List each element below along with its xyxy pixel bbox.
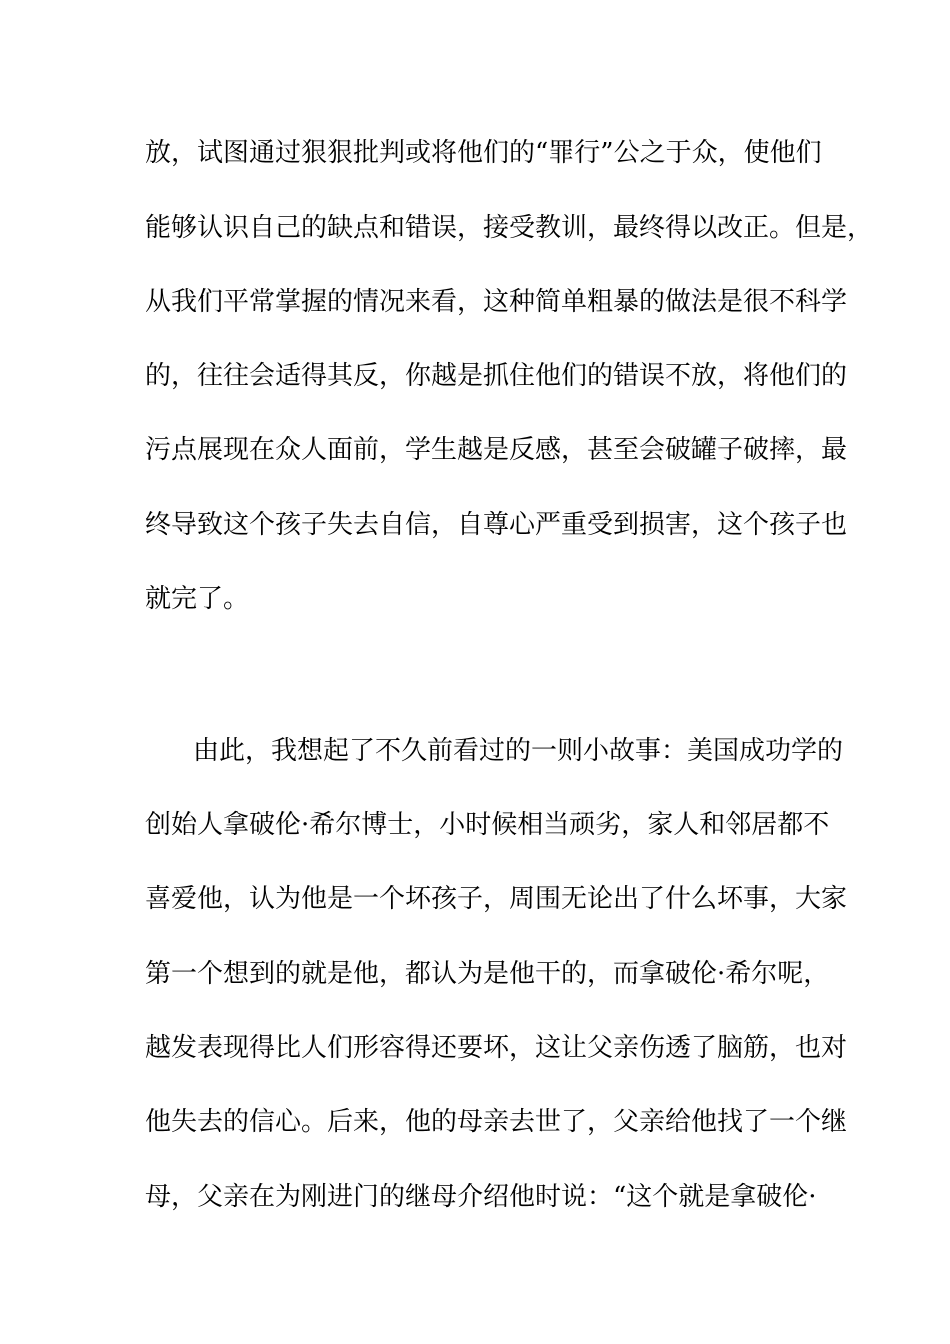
text-line: 就完了。 — [145, 584, 250, 614]
text-line: 喜爱他，认为他是一个坏孩子，周围无论出了什么坏事，大家 — [145, 884, 848, 914]
text-line: 创始人拿破伦·希尔博士，小时候相当顽劣，家人和邻居都不 — [145, 810, 830, 840]
text-line: 能够认识自己的缺点和错误，接受教训，最终得以改正。但是， — [145, 213, 874, 243]
text-line: 从我们平常掌握的情况来看，这种简单粗暴的做法是很不科学 — [145, 287, 848, 317]
text-line: 他失去的信心。后来，他的母亲去世了，父亲给他找了一个继 — [145, 1107, 848, 1137]
text-line: 的，往往会适得其反，你越是抓住他们的错误不放，将他们的 — [145, 361, 848, 391]
text-line: 由此，我想起了不久前看过的一则小故事：美国成功学的 — [193, 736, 844, 766]
text-line: 越发表现得比人们形容得还要坏，这让父亲伤透了脑筋，也对 — [145, 1033, 848, 1063]
text-line: 放，试图通过狠狠批判或将他们的“罪行”公之于众，使他们 — [145, 138, 822, 168]
text-line: 污点展现在众人面前，学生越是反感，甚至会破罐子破摔，最 — [145, 435, 848, 465]
text-line: 母，父亲在为刚进门的继母介绍他时说：“这个就是拿破伦· — [145, 1182, 817, 1212]
text-line: 第一个想到的就是他，都认为是他干的，而拿破伦·希尔呢， — [145, 959, 830, 989]
text-line: 终导致这个孩子失去自信，自尊心严重受到损害，这个孩子也 — [145, 510, 848, 540]
